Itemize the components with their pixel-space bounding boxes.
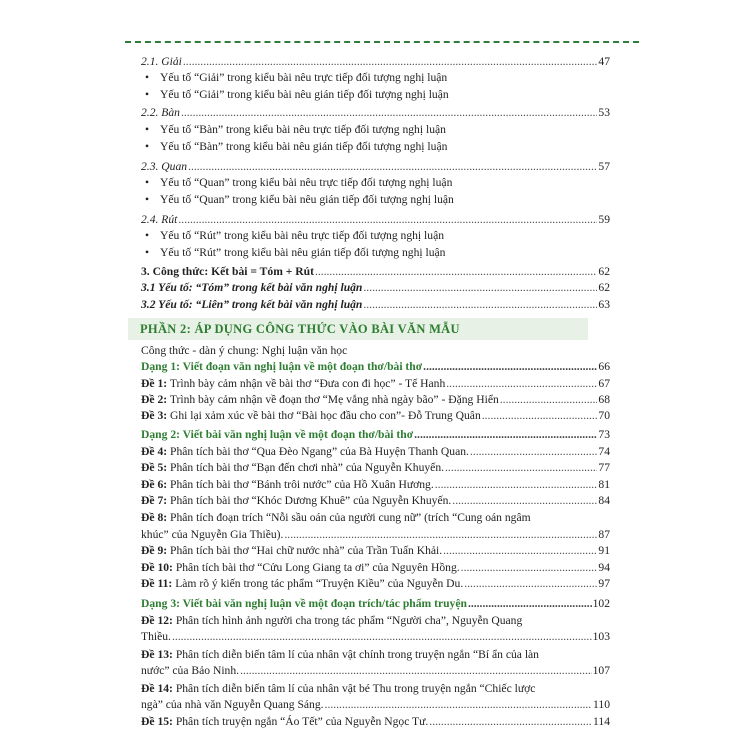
toc-entry-de[interactable]: nước” của Bảo Ninh. ..... 107	[141, 663, 610, 678]
toc-entry-de[interactable]: Đề 15: Phân tích truyện ngắn “Áo Tết” của Nguyễn Ngọc Tư. ..... 114	[141, 714, 610, 729]
bullet-icon: •	[145, 246, 150, 259]
toc-entry-de[interactable]: Đề 5: Phân tích bài thơ “Bạn đến chơi nhà” của Nguyễn Khuyến. ..... 77	[141, 460, 610, 475]
toc-entry-2-4[interactable]	[141, 212, 610, 227]
page-number: 68	[598, 393, 610, 406]
page-number: 62	[598, 281, 610, 294]
bullet-item: • Yếu tố “Rút” trong kiểu bài nêu gián tiếp đối tượng nghị luận	[145, 246, 446, 259]
page-number: 53	[598, 106, 610, 119]
page-number: 102	[592, 597, 610, 610]
page-number: 66	[598, 360, 610, 373]
page-number: 62	[598, 265, 610, 278]
section-label: 2.2. Bàn	[141, 106, 180, 119]
bullet-icon: •	[145, 193, 150, 206]
section-label: Dạng 1: Viết đoạn văn nghị luận về một đoạn thơ/bài thơ	[141, 360, 423, 373]
bullet-icon: •	[145, 71, 150, 84]
toc-entry-de[interactable]: Đề 4: Phân tích bài thơ “Qua Đèo Ngang” của Bà Huyện Thanh Quan. ..... 74	[141, 444, 610, 459]
toc-entry-dang-3[interactable]	[141, 596, 610, 611]
bullet-item: • Yếu tố “Giải” trong kiểu bài nêu trực tiếp đối tượng nghị luận	[145, 71, 448, 84]
toc-entry-de[interactable]: Đề 9: Phân tích bài thơ “Hai chữ nước nhà” của Trần Tuấn Khải. ..... 91	[141, 543, 610, 558]
page-number: 57	[598, 160, 610, 173]
toc-entry-2-3[interactable]	[141, 159, 610, 174]
section-label: Dạng 2: Viết bài văn nghị luận về một đoạn thơ/bài thơ	[141, 428, 414, 441]
toc-entry-de[interactable]: Đề 1: Trình bày cảm nhận về bài thơ “Đưa con đi học” - Tế Hanh ..... 67	[141, 376, 610, 391]
toc-entry-de[interactable]: Đề 6: Phân tích bài thơ “Bánh trôi nước” của Hồ Xuân Hương. ..... 81	[141, 477, 610, 492]
bullet-icon: •	[145, 140, 150, 153]
page-number: 94	[598, 561, 610, 574]
toc-entry-2-2[interactable]	[141, 105, 610, 120]
toc-entry-de[interactable]: ngà” của nhà văn Nguyễn Quang Sáng. ..... 110	[141, 697, 610, 712]
bullet-item: • Yếu tố “Bàn” trong kiểu bài nêu gián tiếp đối tượng nghị luận	[145, 140, 448, 153]
bullet-item: • Yếu tố “Bàn” trong kiểu bài nêu trực tiếp đối tượng nghị luận	[145, 123, 446, 136]
page-number: 84	[598, 494, 610, 507]
bullet-icon: •	[145, 176, 150, 189]
toc-entry-de-line[interactable]: Đề 13: Phân tích diễn biến tâm lí của nhân vật chính trong truyện ngắn “Bí ẩn của làn	[141, 648, 539, 661]
section-label: 3.1 Yếu tố: “Tóm” trong kết bài văn nghị luận	[141, 281, 363, 294]
page-number: 107	[592, 664, 610, 677]
section-label: 3. Công thức: Kết bài = Tóm + Rút	[141, 265, 314, 278]
toc-entry-3-2[interactable]	[141, 297, 610, 312]
bullet-item: • Yếu tố “Quan” trong kiểu bài nêu trực tiếp đối tượng nghị luận	[145, 176, 453, 189]
page-number: 67	[598, 377, 610, 390]
toc-entry-de[interactable]: Đề 10: Phân tích bài thơ “Cửu Long Giang ta ơi” của Nguyên Hồng. ..... 94	[141, 560, 610, 575]
section-label: 2.3. Quan	[141, 160, 188, 173]
bullet-item: • Yếu tố “Quan” trong kiểu bài nêu gián tiếp đối tượng nghị luận	[145, 193, 454, 206]
page-number: 47	[598, 55, 610, 68]
page-number: 103	[592, 630, 610, 643]
toc-entry-de[interactable]: Đề 2: Trình bày cảm nhận về đoạn thơ “Mẹ vắng nhà ngày bão” - Đặng Hiển ..... 68	[141, 392, 610, 407]
toc-entry-formula[interactable]	[141, 264, 610, 279]
bullet-icon: •	[145, 88, 150, 101]
page-number: 97	[598, 577, 610, 590]
page-number: 91	[598, 544, 610, 557]
page-number: 59	[598, 213, 610, 226]
part-title: PHẦN 2: ÁP DỤNG CÔNG THỨC VÀO BÀI VĂN MẪU	[140, 322, 460, 336]
toc-entry-2-1[interactable]	[141, 54, 610, 69]
toc-entry-de[interactable]: Đề 7: Phân tích bài thơ “Khóc Dương Khuê” của Nguyễn Khuyến. ..... 84	[141, 493, 610, 508]
bullet-icon: •	[145, 229, 150, 242]
toc-entry-3-1[interactable]	[141, 280, 610, 295]
toc-entry-dang-2[interactable]	[141, 427, 610, 442]
page-number: 74	[598, 445, 610, 458]
toc-entry-dang-1[interactable]	[141, 359, 610, 374]
toc-entry-de-line[interactable]: Đề 12: Phân tích hình ảnh người cha trong tác phẩm “Người cha”, Nguyễn Quang	[141, 614, 523, 627]
section-label: 2.4. Rút	[141, 213, 178, 226]
toc-entry-de-line[interactable]: Đề 8: Phân tích đoạn trích “Nỗi sầu oán của người cung nữ” (trích “Cung oán ngâm	[141, 511, 531, 524]
toc-entry-de[interactable]: Đề 11: Làm rõ ý kiến trong tác phẩm “Truyện Kiều” của Nguyễn Du. ..... 97	[141, 576, 610, 591]
bullet-item: • Yếu tố “Giải” trong kiểu bài nêu gián tiếp đối tượng nghị luận	[145, 88, 449, 101]
page-number: 114	[593, 715, 610, 728]
part-intro: Công thức - dàn ý chung: Nghị luận văn học	[141, 344, 348, 357]
page-number: 70	[598, 409, 610, 422]
page-number: 77	[598, 461, 610, 474]
toc-entry-de[interactable]: Đề 3: Ghi lại xảm xúc về bài thơ “Bài học đầu cho con”- Đỗ Trung Quân ..... 70	[141, 408, 610, 423]
section-label: 2.1. Giải	[141, 55, 182, 68]
page-number: 81	[598, 478, 610, 491]
dashed-divider	[125, 41, 639, 43]
bullet-icon: •	[145, 123, 150, 136]
section-label: 3.2 Yếu tố: “Liên” trong kết bài văn nghị luận	[141, 298, 363, 311]
page-number: 87	[598, 528, 610, 541]
page-number: 63	[598, 298, 610, 311]
page-number: 110	[593, 698, 610, 711]
page-number: 73	[598, 428, 610, 441]
toc-entry-de-line[interactable]: Đề 14: Phân tích diễn biến tâm lí của nhân vật bé Thu trong truyện ngắn “Chiếc lược	[141, 682, 536, 695]
bullet-item: • Yếu tố “Rút” trong kiểu bài nêu trực tiếp đối tượng nghị luận	[145, 229, 445, 242]
toc-entry-de[interactable]: khúc” của Nguyễn Gia Thiều). ..... 87	[141, 527, 610, 542]
toc-entry-de[interactable]: Thiều. ..... 103	[141, 629, 610, 644]
section-label: Dạng 3: Viết bài văn nghị luận về một đoạn trích/tác phẩm truyện	[141, 597, 467, 610]
